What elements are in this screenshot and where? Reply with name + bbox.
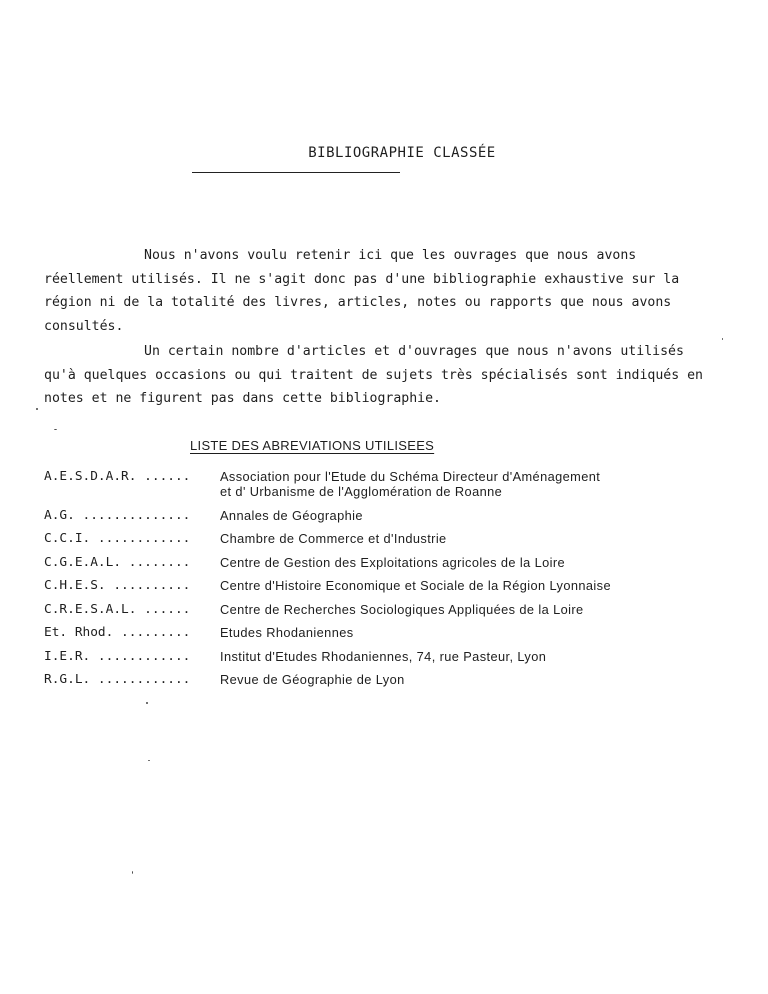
abbreviation-row — [44, 602, 764, 617]
abbreviation-meaning: Chambre de Commerce et d'Industrie — [220, 531, 447, 546]
intro-text — [44, 244, 704, 411]
speck — [148, 760, 150, 761]
intro-paragraph-1-text: Nous n'avons voulu retenir ici que les ouvrages que nous avons réellement utilisés. Il ne s'agit donc pas d'une bibliographie exhaustive sur la région ni de la totalité des livres, articles, notes ou rapports que nous avons consultés. — [44, 248, 680, 334]
speck — [132, 871, 133, 874]
speck — [36, 408, 38, 410]
abbreviation-meaning: Etudes Rhodaniennes — [220, 625, 354, 640]
abbreviation-meaning — [220, 469, 764, 499]
abbreviation: C.G.E.A.L. ........ — [44, 554, 191, 570]
abbreviation: C.C.I. ............ — [44, 531, 191, 546]
speck — [54, 429, 57, 430]
page-title: BIBLIOGRAPHIE CLASSÉE — [308, 145, 496, 161]
abbreviation-meaning: Institut d'Etudes Rhodaniennes, 74, rue Pasteur, Lyon — [220, 648, 547, 664]
abbreviation-meaning: Annales de Géographie — [220, 507, 363, 523]
abbreviation-row — [44, 672, 764, 687]
abbreviation-meaning: Revue de Géographie de Lyon — [220, 672, 405, 687]
abbreviation-row — [44, 531, 764, 546]
abbreviation: Et. Rhod. ......... — [44, 625, 191, 640]
title-underline — [192, 172, 400, 173]
abbreviation-row — [44, 508, 764, 523]
abbreviation: C.H.E.S. .......... — [44, 578, 191, 593]
abbreviation-row — [44, 555, 764, 570]
abbreviation: A.G. .............. — [44, 507, 191, 523]
abbreviation-meaning: Centre de Gestion des Exploitations agricoles de la Loire — [220, 554, 566, 570]
abbreviations-list — [44, 469, 764, 696]
abbreviation-row — [44, 649, 764, 664]
abbreviation-meaning-line-2: et d' Urbanisme de l'Agglomération de Roanne — [220, 484, 503, 499]
abbreviations-heading: LISTE DES ABREVIATIONS UTILISEES — [190, 438, 435, 453]
intro-paragraph-2-text: Un certain nombre d'articles et d'ouvrages que nous n'avons utilisés qu'à quelques occasions ou qui traitent de sujets très spécialisés sont indiqués en notes et ne figurent pas dans cette bibliographie. — [44, 344, 703, 406]
intro-paragraph-2 — [44, 340, 704, 411]
abbreviation-row — [44, 625, 764, 640]
speck — [146, 702, 148, 704]
abbreviation-meaning-line-1: Association pour l'Etude du Schéma Directeur d'Aménagement — [220, 469, 601, 484]
abbreviation-meaning: Centre de Recherches Sociologiques Appliquées de la Loire — [220, 601, 584, 617]
abbreviation: C.R.E.S.A.L. ...... — [44, 601, 191, 617]
abbreviation-meaning: Centre d'Histoire Economique et Sociale de la Région Lyonnaise — [220, 578, 611, 593]
speck — [722, 338, 723, 340]
abbreviation: R.G.L. ............ — [44, 672, 191, 687]
abbreviation-row — [44, 469, 764, 499]
abbreviation-row — [44, 578, 764, 593]
intro-paragraph-1 — [44, 244, 704, 338]
abbreviation: I.E.R. ............ — [44, 648, 191, 664]
abbreviation: A.E.S.D.A.R. ...... — [44, 469, 191, 484]
